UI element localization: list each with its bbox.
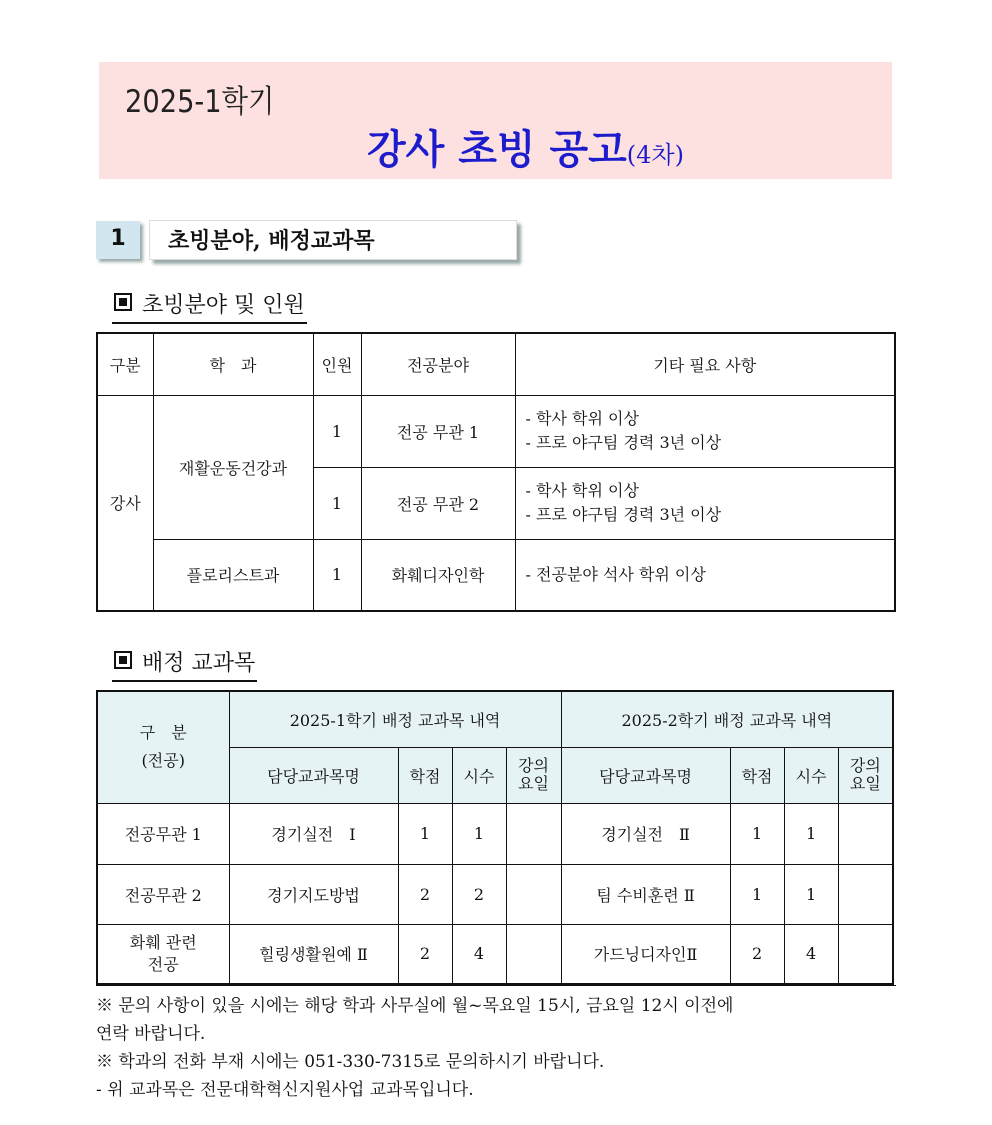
table-row — [97, 395, 895, 467]
header-category — [97, 691, 229, 803]
header-day-line1: 강의 — [518, 756, 549, 775]
table-row — [97, 803, 893, 864]
header-course-name: 담당교과목명 — [229, 747, 398, 803]
field-cell: 전공 무관 2 — [361, 467, 515, 539]
count-cell: 1 — [313, 539, 361, 611]
day-cell — [506, 924, 561, 984]
hours-cell: 1 — [784, 864, 838, 924]
hours-cell: 1 — [452, 803, 506, 864]
requirements-cell — [515, 395, 895, 467]
day-cell — [506, 864, 561, 924]
hours-cell: 2 — [452, 864, 506, 924]
subhead-positions-label: 초빙분야 및 인원 — [142, 293, 305, 318]
notice-banner — [99, 62, 892, 179]
hours-cell: 4 — [784, 924, 838, 984]
major-line1: 화훼 관련 — [129, 932, 197, 952]
major-line2: 전공 — [147, 954, 179, 974]
course-cell: 팀 수비훈련 Ⅱ — [561, 864, 730, 924]
header-credits: 학점 — [730, 747, 784, 803]
course-cell: 경기실전 Ⅰ — [229, 803, 398, 864]
credits-cell: 1 — [398, 803, 452, 864]
major-cell — [97, 924, 229, 984]
header-day-line2: 요일 — [849, 774, 881, 793]
requirement-line: - 전공분야 석사 학위 이상 — [525, 564, 706, 584]
requirement-line: - 프로 야구팀 경력 3년 이상 — [525, 505, 722, 524]
course-cell: 경기실전 Ⅱ — [561, 803, 730, 864]
requirement-line: - 프로 야구팀 경력 3년 이상 — [525, 433, 722, 452]
header-department: 학 과 — [153, 333, 313, 395]
requirement-line: - 학사 학위 이상 — [525, 409, 639, 428]
square-bullet-icon — [114, 293, 132, 311]
credits-cell: 1 — [730, 803, 784, 864]
subhead-positions — [112, 288, 307, 324]
requirement-line: - 학사 학위 이상 — [525, 481, 639, 500]
header-day — [838, 747, 893, 803]
positions-table — [96, 332, 896, 612]
header-term1: 2025-1학기 배정 교과목 내역 — [229, 691, 561, 747]
table-row — [97, 539, 895, 611]
table-row — [97, 864, 893, 924]
credits-cell: 2 — [398, 864, 452, 924]
title-suffix: (4차) — [626, 141, 684, 169]
subhead-courses — [112, 646, 257, 682]
title-main: 강사 초빙 공고 — [367, 126, 627, 173]
note-line: ※ 학과의 전화 부재 시에는 051-330-7315로 문의하시기 바랍니다. — [96, 1052, 605, 1072]
header-hours: 시수 — [452, 747, 506, 803]
header-term2: 2025-2학기 배정 교과목 내역 — [561, 691, 893, 747]
table-header-row — [97, 333, 895, 395]
note-line: - 위 교과목은 전문대학혁신지원사업 교과목입니다. — [96, 1080, 474, 1100]
field-cell: 전공 무관 1 — [361, 395, 515, 467]
hours-cell: 1 — [784, 803, 838, 864]
table-row — [97, 924, 893, 984]
semester-label: 2025-1학기 — [125, 84, 275, 120]
day-cell — [838, 924, 893, 984]
note-line: 연락 바랍니다. — [96, 1024, 206, 1044]
course-cell: 가드닝디자인Ⅱ — [561, 924, 730, 984]
divider — [96, 985, 896, 986]
page-title — [99, 118, 892, 175]
day-cell — [506, 803, 561, 864]
field-cell: 화훼디자인학 — [361, 539, 515, 611]
courses-table — [96, 690, 894, 985]
course-cell: 힐링생활원예 Ⅱ — [229, 924, 398, 984]
day-cell — [838, 803, 893, 864]
note-line: ※ 문의 사항이 있을 시에는 해당 학과 사무실에 월~목요일 15시, 금요일 12시 이전에 — [96, 996, 734, 1016]
requirements-cell — [515, 467, 895, 539]
hours-cell: 4 — [452, 924, 506, 984]
count-cell: 1 — [313, 395, 361, 467]
square-bullet-icon — [114, 651, 132, 669]
header-course-name: 담당교과목명 — [561, 747, 730, 803]
header-credits: 학점 — [398, 747, 452, 803]
header-requirements: 기타 필요 사항 — [515, 333, 895, 395]
header-day-line2: 요일 — [518, 774, 549, 793]
requirements-cell — [515, 539, 895, 611]
major-cell: 전공무관 1 — [97, 803, 229, 864]
category-cell: 강사 — [97, 395, 153, 611]
header-category-line1: 구 분 — [139, 723, 187, 743]
credits-cell: 2 — [730, 924, 784, 984]
notes — [96, 992, 896, 1104]
day-cell — [838, 864, 893, 924]
header-hours: 시수 — [784, 747, 838, 803]
subhead-courses-label: 배정 교과목 — [142, 651, 256, 676]
section-title: 초빙분야, 배정교과목 — [149, 220, 517, 260]
header-category-line2: (전공) — [141, 751, 185, 771]
header-category: 구분 — [97, 333, 153, 395]
credits-cell: 1 — [730, 864, 784, 924]
header-day-line1: 강의 — [849, 756, 881, 775]
major-cell: 전공무관 2 — [97, 864, 229, 924]
table-header-row — [97, 691, 893, 747]
count-cell: 1 — [313, 467, 361, 539]
credits-cell: 2 — [398, 924, 452, 984]
header-day — [506, 747, 561, 803]
section-number: 1 — [96, 221, 140, 259]
department-cell: 플로리스트과 — [153, 539, 313, 611]
course-cell: 경기지도방법 — [229, 864, 398, 924]
header-field: 전공분야 — [361, 333, 515, 395]
header-count: 인원 — [313, 333, 361, 395]
department-cell: 재활운동건강과 — [153, 395, 313, 539]
